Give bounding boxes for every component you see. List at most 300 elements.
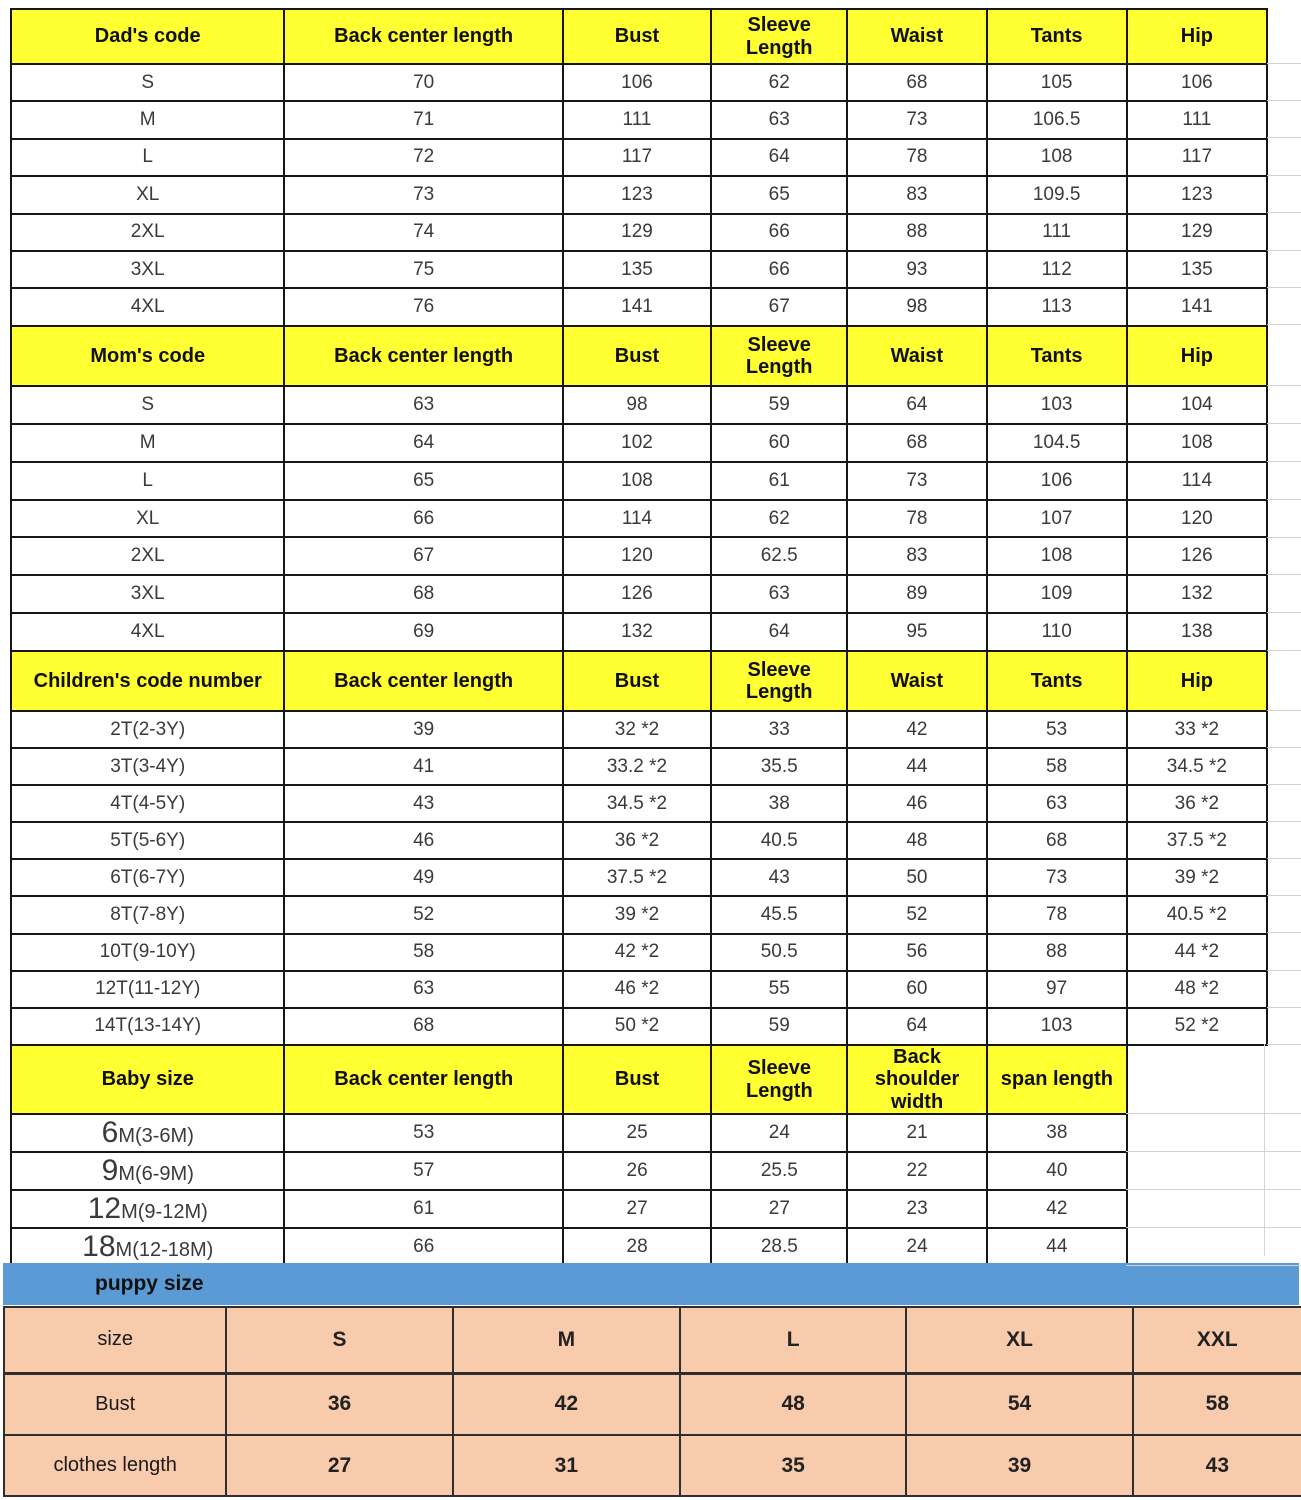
value-cell: 64: [711, 139, 847, 176]
puppy-row-label: clothes length: [4, 1435, 226, 1496]
gridline: [1126, 1265, 1301, 1266]
puppy-column-header: XL: [906, 1307, 1132, 1373]
table-row: [11, 1008, 1267, 1045]
size-label-cell: M: [11, 101, 284, 138]
puppy-value-cell: 35: [680, 1435, 906, 1496]
gridline: [1267, 1044, 1301, 1045]
value-cell: 66: [284, 1228, 562, 1266]
gridline: [1267, 574, 1301, 575]
value-cell: 114: [1127, 462, 1267, 500]
baby-table: [10, 1044, 1128, 1267]
value-cell: 69: [284, 613, 562, 651]
value-cell: 105: [987, 64, 1127, 101]
column-header: Bust: [563, 1045, 711, 1114]
gridline: [1267, 137, 1301, 138]
gridline: [1267, 784, 1301, 785]
gridline: [1267, 537, 1301, 538]
size-label-cell: 4XL: [11, 288, 284, 325]
gridline: [1126, 1151, 1301, 1152]
size-label-cell: 3T(3-4Y): [11, 748, 284, 785]
value-cell: 108: [563, 462, 711, 500]
value-cell: 40: [987, 1152, 1127, 1190]
value-cell: 111: [987, 214, 1127, 251]
value-cell: 42: [987, 1190, 1127, 1228]
gridline: [1126, 1227, 1301, 1228]
value-cell: 109.5: [987, 176, 1127, 213]
value-cell: 36 *2: [563, 822, 711, 859]
value-cell: 45.5: [711, 896, 847, 933]
value-cell: 109: [987, 575, 1127, 613]
value-cell: 39: [284, 711, 562, 748]
size-label-cell: 12M(9-12M): [11, 1190, 284, 1228]
value-cell: 108: [987, 139, 1127, 176]
value-cell: 68: [284, 575, 562, 613]
value-cell: 73: [284, 176, 562, 213]
value-cell: 106.5: [987, 101, 1127, 138]
value-cell: 35.5: [711, 748, 847, 785]
table-row: [11, 386, 1267, 424]
value-cell: 73: [847, 462, 986, 500]
puppy-row-label: Bust: [4, 1373, 226, 1435]
puppy-table-row: [4, 1373, 1301, 1435]
table-row: [11, 101, 1267, 138]
table-row: [11, 711, 1267, 748]
puppy-column-header: M: [453, 1307, 680, 1373]
value-cell: 129: [563, 214, 711, 251]
puppy-size-label: size: [4, 1307, 226, 1373]
value-cell: 120: [563, 537, 711, 575]
value-cell: 52: [847, 896, 986, 933]
gridline: [1267, 710, 1301, 711]
size-label-cell: L: [11, 462, 284, 500]
column-header: Baby size: [11, 1045, 284, 1114]
value-cell: 64: [711, 613, 847, 651]
column-header: Back center length: [284, 651, 562, 711]
column-header: Tants: [987, 651, 1127, 711]
gridline: [1126, 1189, 1301, 1190]
value-cell: 126: [1127, 537, 1267, 575]
puppy-value-cell: 31: [453, 1435, 680, 1496]
gridline: [1267, 175, 1301, 176]
value-cell: 52: [284, 896, 562, 933]
value-cell: 36 *2: [1127, 785, 1267, 822]
puppy-value-cell: 54: [906, 1373, 1132, 1435]
value-cell: 110: [987, 613, 1127, 651]
value-cell: 63: [987, 785, 1127, 822]
size-label-cell: XL: [11, 176, 284, 213]
column-header: Tants: [987, 9, 1127, 64]
column-header: Bust: [563, 9, 711, 64]
value-cell: 63: [711, 101, 847, 138]
gridline: [1267, 1007, 1301, 1008]
value-cell: 61: [711, 462, 847, 500]
puppy-value-cell: 27: [226, 1435, 452, 1496]
value-cell: 38: [987, 1114, 1127, 1152]
value-cell: 27: [563, 1190, 711, 1228]
value-cell: 37.5 *2: [1127, 822, 1267, 859]
value-cell: 33 *2: [1127, 711, 1267, 748]
value-cell: 103: [987, 386, 1127, 424]
value-cell: 106: [563, 64, 711, 101]
value-cell: 40.5 *2: [1127, 896, 1267, 933]
value-cell: 73: [987, 859, 1127, 896]
value-cell: 43: [284, 785, 562, 822]
size-label-cell: 4T(4-5Y): [11, 785, 284, 822]
puppy-value-cell: 42: [453, 1373, 680, 1435]
value-cell: 34.5 *2: [563, 785, 711, 822]
table-row: [11, 139, 1267, 176]
value-cell: 43: [711, 859, 847, 896]
size-label-cell: 10T(9-10Y): [11, 934, 284, 971]
value-cell: 64: [847, 386, 986, 424]
value-cell: 62.5: [711, 537, 847, 575]
value-cell: 32 *2: [563, 711, 711, 748]
puppy-column-header: S: [226, 1307, 452, 1373]
value-cell: 48: [847, 822, 986, 859]
column-header: Tants: [987, 326, 1127, 386]
size-label-cell: 18M(12-18M): [11, 1228, 284, 1266]
column-header: Waist: [847, 651, 986, 711]
value-cell: 60: [847, 971, 986, 1008]
table-row: [11, 613, 1267, 651]
value-cell: 95: [847, 613, 986, 651]
value-cell: 25: [563, 1114, 711, 1152]
size-label-cell: M: [11, 424, 284, 462]
value-cell: 49: [284, 859, 562, 896]
value-cell: 113: [987, 288, 1127, 325]
value-cell: 106: [987, 462, 1127, 500]
value-cell: 78: [847, 139, 986, 176]
value-cell: 123: [563, 176, 711, 213]
dad-table: [10, 8, 1268, 327]
column-header: Back center length: [284, 9, 562, 64]
value-cell: 67: [711, 288, 847, 325]
value-cell: 63: [711, 575, 847, 613]
value-cell: 98: [563, 386, 711, 424]
gridline: [1267, 287, 1301, 288]
value-cell: 93: [847, 251, 986, 288]
puppy-size-bar: [3, 1263, 1299, 1305]
value-cell: 39 *2: [1127, 859, 1267, 896]
size-label-cell: 3XL: [11, 575, 284, 613]
value-cell: 64: [284, 424, 562, 462]
value-cell: 111: [1127, 101, 1267, 138]
size-label-cell: 2XL: [11, 214, 284, 251]
gridline: [1267, 821, 1301, 822]
table-row: [11, 934, 1267, 971]
value-cell: 53: [987, 711, 1127, 748]
value-cell: 25.5: [711, 1152, 847, 1190]
value-cell: 24: [711, 1114, 847, 1152]
value-cell: 65: [711, 176, 847, 213]
puppy-table: [3, 1306, 1301, 1497]
column-header: Hip: [1127, 9, 1267, 64]
value-cell: 55: [711, 971, 847, 1008]
value-cell: 75: [284, 251, 562, 288]
table-row: [11, 859, 1267, 896]
gridline: [1126, 1113, 1301, 1114]
value-cell: 41: [284, 748, 562, 785]
puppy-size-bar-label: puppy size: [95, 1272, 204, 1295]
gridline: [1267, 970, 1301, 971]
value-cell: 27: [711, 1190, 847, 1228]
value-cell: 108: [987, 537, 1127, 575]
value-cell: 60: [711, 424, 847, 462]
value-cell: 74: [284, 214, 562, 251]
gridline: [1267, 461, 1301, 462]
value-cell: 42 *2: [563, 934, 711, 971]
table-row: [11, 288, 1267, 325]
column-header: Waist: [847, 326, 986, 386]
value-cell: 114: [563, 500, 711, 538]
value-cell: 132: [1127, 575, 1267, 613]
gridline: [1267, 250, 1301, 251]
mom-table: [10, 325, 1268, 652]
value-cell: 22: [847, 1152, 986, 1190]
puppy-column-header: L: [680, 1307, 906, 1373]
value-cell: 73: [847, 101, 986, 138]
column-header: Sleeve Length: [711, 1045, 847, 1114]
value-cell: 112: [987, 251, 1127, 288]
value-cell: 104.5: [987, 424, 1127, 462]
table-row: [11, 251, 1267, 288]
value-cell: 62: [711, 500, 847, 538]
column-header: Hip: [1127, 651, 1267, 711]
size-label-cell: 6T(6-7Y): [11, 859, 284, 896]
table-row: [11, 785, 1267, 822]
gridline: [1267, 423, 1301, 424]
table-row: [11, 214, 1267, 251]
value-cell: 117: [563, 139, 711, 176]
value-cell: 58: [987, 748, 1127, 785]
puppy-value-cell: 43: [1133, 1435, 1301, 1496]
table-row: [11, 971, 1267, 1008]
value-cell: 68: [847, 424, 986, 462]
column-header: Mom's code: [11, 326, 284, 386]
size-label-cell: 3XL: [11, 251, 284, 288]
value-cell: 68: [847, 64, 986, 101]
column-header: Bust: [563, 326, 711, 386]
value-cell: 104: [1127, 386, 1267, 424]
column-header: Back center length: [284, 1045, 562, 1114]
value-cell: 48 *2: [1127, 971, 1267, 1008]
value-cell: 58: [284, 934, 562, 971]
table-row: [11, 537, 1267, 575]
table-row: [11, 500, 1267, 538]
value-cell: 66: [711, 251, 847, 288]
value-cell: 68: [987, 822, 1127, 859]
table-row: [11, 424, 1267, 462]
value-cell: 59: [711, 386, 847, 424]
column-header: span length: [987, 1045, 1127, 1114]
value-cell: 108: [1127, 424, 1267, 462]
column-header: Sleeve Length: [711, 9, 847, 64]
value-cell: 132: [563, 613, 711, 651]
size-label-cell: 8T(7-8Y): [11, 896, 284, 933]
column-header: Hip: [1127, 326, 1267, 386]
value-cell: 66: [284, 500, 562, 538]
value-cell: 63: [284, 386, 562, 424]
column-header: Bust: [563, 651, 711, 711]
value-cell: 46: [284, 822, 562, 859]
puppy-value-cell: 36: [226, 1373, 452, 1435]
gridline: [1267, 650, 1301, 651]
value-cell: 44: [987, 1228, 1127, 1266]
value-cell: 34.5 *2: [1127, 748, 1267, 785]
value-cell: 50: [847, 859, 986, 896]
size-label-cell: 9M(6-9M): [11, 1152, 284, 1190]
column-header: Back shoulder width: [847, 1045, 986, 1114]
gridline: [1267, 100, 1301, 101]
value-cell: 126: [563, 575, 711, 613]
gridline: [1267, 212, 1301, 213]
size-label-cell: XL: [11, 500, 284, 538]
puppy-value-cell: 48: [680, 1373, 906, 1435]
table-row: [11, 1228, 1127, 1266]
value-cell: 117: [1127, 139, 1267, 176]
children-table: [10, 650, 1268, 1046]
size-label-cell: L: [11, 139, 284, 176]
value-cell: 103: [987, 1008, 1127, 1045]
size-label-cell: 2XL: [11, 537, 284, 575]
value-cell: 98: [847, 288, 986, 325]
size-label-cell: 5T(5-6Y): [11, 822, 284, 859]
value-cell: 57: [284, 1152, 562, 1190]
value-cell: 33.2 *2: [563, 748, 711, 785]
table-row: [11, 896, 1267, 933]
value-cell: 88: [847, 214, 986, 251]
value-cell: 33: [711, 711, 847, 748]
value-cell: 83: [847, 537, 986, 575]
puppy-column-header: XXL: [1133, 1307, 1301, 1373]
table-row: [11, 176, 1267, 213]
value-cell: 76: [284, 288, 562, 325]
value-cell: 141: [1127, 288, 1267, 325]
value-cell: 102: [563, 424, 711, 462]
value-cell: 123: [1127, 176, 1267, 213]
value-cell: 111: [563, 101, 711, 138]
table-row: [11, 64, 1267, 101]
puppy-value-cell: 58: [1133, 1373, 1301, 1435]
header-row: [11, 326, 1267, 386]
value-cell: 39 *2: [563, 896, 711, 933]
value-cell: 138: [1127, 613, 1267, 651]
puppy-value-cell: 39: [906, 1435, 1132, 1496]
value-cell: 88: [987, 934, 1127, 971]
column-header: Sleeve Length: [711, 326, 847, 386]
size-label-cell: 6M(3-6M): [11, 1114, 284, 1152]
value-cell: 89: [847, 575, 986, 613]
value-cell: 70: [284, 64, 562, 101]
column-header: Dad's code: [11, 9, 284, 64]
value-cell: 28.5: [711, 1228, 847, 1266]
size-label-cell: S: [11, 64, 284, 101]
value-cell: 66: [711, 214, 847, 251]
value-cell: 50.5: [711, 934, 847, 971]
gridline: [1267, 499, 1301, 500]
gridline: [1267, 324, 1301, 325]
gridline: [1267, 932, 1301, 933]
column-header: Waist: [847, 9, 986, 64]
value-cell: 38: [711, 785, 847, 822]
value-cell: 50 *2: [563, 1008, 711, 1045]
value-cell: 26: [563, 1152, 711, 1190]
value-cell: 106: [1127, 64, 1267, 101]
size-label-cell: 12T(11-12Y): [11, 971, 284, 1008]
gridline: [1267, 385, 1301, 386]
value-cell: 46 *2: [563, 971, 711, 1008]
header-row: [11, 9, 1267, 64]
header-row: [11, 651, 1267, 711]
table-row: [11, 1190, 1127, 1228]
value-cell: 24: [847, 1228, 986, 1266]
table-row: [11, 1114, 1127, 1152]
value-cell: 59: [711, 1008, 847, 1045]
value-cell: 44 *2: [1127, 934, 1267, 971]
value-cell: 53: [284, 1114, 562, 1152]
value-cell: 63: [284, 971, 562, 1008]
size-label-cell: S: [11, 386, 284, 424]
value-cell: 42: [847, 711, 986, 748]
value-cell: 135: [1127, 251, 1267, 288]
value-cell: 107: [987, 500, 1127, 538]
column-header: Children's code number: [11, 651, 284, 711]
table-row: [11, 575, 1267, 613]
value-cell: 135: [563, 251, 711, 288]
table-row: [11, 462, 1267, 500]
value-cell: 37.5 *2: [563, 859, 711, 896]
value-cell: 28: [563, 1228, 711, 1266]
size-label-cell: 14T(13-14Y): [11, 1008, 284, 1045]
value-cell: 71: [284, 101, 562, 138]
table-row: [11, 748, 1267, 785]
value-cell: 97: [987, 971, 1127, 1008]
value-cell: 62: [711, 64, 847, 101]
size-label-cell: 4XL: [11, 613, 284, 651]
table-row: [11, 1152, 1127, 1190]
value-cell: 46: [847, 785, 986, 822]
puppy-table-row: [4, 1435, 1301, 1496]
value-cell: 120: [1127, 500, 1267, 538]
gridline: [1267, 858, 1301, 859]
value-cell: 61: [284, 1190, 562, 1228]
value-cell: 52 *2: [1127, 1008, 1267, 1045]
value-cell: 21: [847, 1114, 986, 1152]
table-row: [11, 822, 1267, 859]
value-cell: 129: [1127, 214, 1267, 251]
gridline: [1267, 612, 1301, 613]
size-label-cell: 2T(2-3Y): [11, 711, 284, 748]
value-cell: 83: [847, 176, 986, 213]
value-cell: 67: [284, 537, 562, 575]
gridline: [1267, 63, 1301, 64]
gridline: [1267, 895, 1301, 896]
value-cell: 56: [847, 934, 986, 971]
value-cell: 23: [847, 1190, 986, 1228]
gridline: [1267, 747, 1301, 748]
value-cell: 141: [563, 288, 711, 325]
column-header: Back center length: [284, 326, 562, 386]
value-cell: 72: [284, 139, 562, 176]
header-row: [11, 1045, 1127, 1114]
puppy-header-row: [4, 1307, 1301, 1373]
value-cell: 40.5: [711, 822, 847, 859]
value-cell: 68: [284, 1008, 562, 1045]
column-header: Sleeve Length: [711, 651, 847, 711]
value-cell: 44: [847, 748, 986, 785]
value-cell: 65: [284, 462, 562, 500]
value-cell: 78: [847, 500, 986, 538]
